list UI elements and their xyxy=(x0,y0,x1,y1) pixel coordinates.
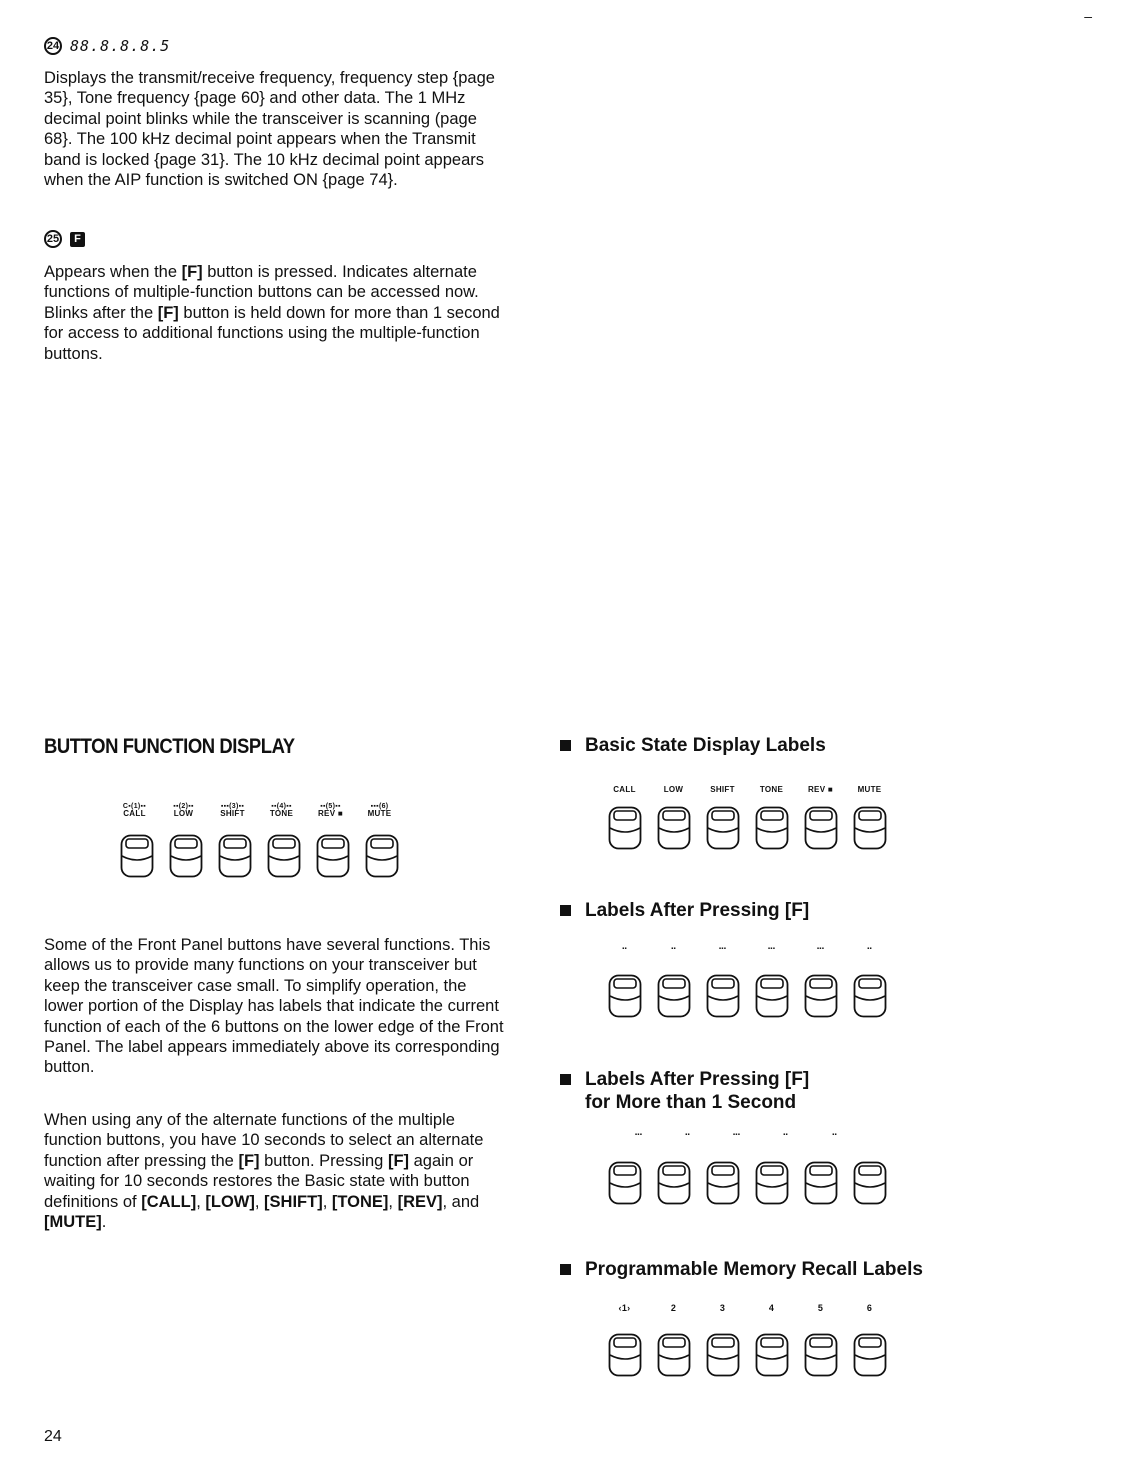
button-function-title: BUTTON FUNCTION DISPLAY xyxy=(44,735,295,758)
after-f-long-heading xyxy=(560,1068,809,1114)
pm-recall-title: Programmable Memory Recall Labels xyxy=(585,1259,923,1280)
pm-recall-label: 5 xyxy=(817,1303,824,1313)
after-f-label: ▪▪ xyxy=(867,946,872,952)
button-icon xyxy=(365,834,399,878)
key-f: [F] xyxy=(181,263,203,281)
button-icon xyxy=(804,1333,838,1377)
pm-recall-heading xyxy=(560,1258,923,1281)
button-icon xyxy=(755,1161,789,1205)
after-f-label: ▪▪ xyxy=(671,946,676,952)
button-icon xyxy=(608,806,642,850)
after-f-long-title xyxy=(585,1068,809,1114)
small-top-label: ▪▪▪(6) xyxy=(370,803,389,810)
key-call: [CALL] xyxy=(141,1192,197,1211)
text-part: button is held down for more than 1 second for access to additional functions using the multiple-function buttons. xyxy=(44,303,500,363)
after-f-title: Labels After Pressing [F] xyxy=(585,900,810,921)
after-f-label: ▪▪▪ xyxy=(767,946,776,952)
button-icon xyxy=(706,1161,740,1205)
section-25-number: 25 xyxy=(44,230,62,248)
after-f-long-label: ▪▪ xyxy=(783,1132,788,1138)
button-icon xyxy=(706,974,740,1018)
text-part: , and xyxy=(442,1192,480,1211)
pm-recall-label: 4 xyxy=(768,1303,775,1313)
section-25-heading xyxy=(44,230,85,248)
basic-label: SHIFT xyxy=(710,785,735,794)
bullet-square-icon xyxy=(560,1074,571,1085)
button-icon xyxy=(804,1161,838,1205)
key-f: [F] xyxy=(387,1151,410,1170)
pm-recall-label-row xyxy=(600,1303,894,1313)
button-icon xyxy=(706,1333,740,1377)
button-icon xyxy=(853,1333,887,1377)
basic-label-row xyxy=(600,785,894,794)
after-f-long-button-row xyxy=(608,1161,887,1205)
corner-mark: – xyxy=(1084,8,1092,24)
small-top-label: ▪▪▪(3)▪▪ xyxy=(220,803,245,810)
section-24-text: Displays the transmit/receive frequency, frequency step {page 35}, Tone frequency {page 60} and other data. The 1 MHz decimal point blinks while the transceiver is scanning (page 68}. The 100 kHz decimal point appears when the Transmit band is locked {page 31}. The 10 kHz decimal point appears when the AIP function is switched ON {page 74}. xyxy=(44,69,495,190)
button-icon xyxy=(853,806,887,850)
after-f-long-label xyxy=(859,1132,908,1138)
button-icon xyxy=(608,974,642,1018)
small-bottom-label: TONE xyxy=(269,809,294,818)
small-top-label: ▪▪(5)▪▪ xyxy=(320,803,341,810)
key-rev: [REV] xyxy=(397,1192,443,1211)
small-top-label: ▪▪(2)▪▪ xyxy=(173,803,194,810)
text-part: button is pressed. Indicates alternate functions of multiple-function buttons can be accessed now. Blinks after the xyxy=(44,263,479,322)
pm-recall-label: ‹1› xyxy=(618,1303,631,1313)
pm-recall-button-row xyxy=(608,1333,887,1377)
button-icon xyxy=(657,974,691,1018)
after-f-label: ▪▪▪ xyxy=(718,946,727,952)
small-top-label: C▪(1)▪▪ xyxy=(122,803,147,810)
text-part: , xyxy=(196,1192,206,1211)
section-25-text xyxy=(44,262,509,364)
after-f-label: ▪▪▪ xyxy=(816,946,825,952)
key-shift: [SHIFT] xyxy=(264,1192,323,1211)
after-f-long-label: ▪▪▪ xyxy=(634,1132,643,1138)
text-part: Appears when the xyxy=(44,263,182,281)
button-icon xyxy=(755,806,789,850)
key-low: [LOW] xyxy=(205,1192,255,1211)
small-bottom-label: LOW xyxy=(173,809,194,818)
diagram-button-row xyxy=(120,834,399,878)
text-part: , xyxy=(322,1192,332,1211)
page-number: 24 xyxy=(44,1428,62,1445)
basic-state-heading xyxy=(560,734,826,757)
after-f-long-title-line2: for More than 1 Second xyxy=(585,1092,797,1113)
key-f: [F] xyxy=(238,1151,260,1170)
basic-label: TONE xyxy=(759,785,784,794)
lcd-digits-display: 88.8.8.8.5 xyxy=(70,37,171,55)
bullet-square-icon xyxy=(560,740,571,751)
button-icon xyxy=(218,834,252,878)
after-f-long-label-row xyxy=(614,1132,908,1138)
section-24-number: 24 xyxy=(44,37,62,55)
basic-label: REV ■ xyxy=(807,785,833,794)
button-function-paragraph-1: Some of the Front Panel buttons have several functions. This allows us to provide many functions on your transceiver but keep the transceiver case small. To simplify operation, the lower portion of the Display has labels that indicate the current function of each of the 6 buttons on the lower edge of the Front Panel. The label appears immediately above its corresponding button. xyxy=(44,936,504,1077)
key-f: [F] xyxy=(157,303,179,322)
small-label-diagram xyxy=(110,803,404,818)
small-bottom-label: MUTE xyxy=(367,809,392,818)
after-f-button-row xyxy=(608,974,887,1018)
text-part: , xyxy=(388,1192,398,1211)
after-f-heading xyxy=(560,899,809,922)
pm-recall-label: 3 xyxy=(719,1303,726,1313)
bullet-square-icon xyxy=(560,905,571,916)
text-part: . xyxy=(101,1213,107,1232)
section-24-heading xyxy=(44,37,170,55)
button-icon xyxy=(853,974,887,1018)
pm-recall-label: 6 xyxy=(866,1303,873,1313)
button-icon xyxy=(755,1333,789,1377)
button-icon xyxy=(169,834,203,878)
basic-label: CALL xyxy=(613,785,636,794)
text-part: When using any of the alternate functions of the multiple function buttons, you have 10 seconds to select an alternate function after pressing the xyxy=(44,1111,484,1170)
basic-label: LOW xyxy=(663,785,684,794)
button-icon xyxy=(706,806,740,850)
after-f-long-label: ▪▪▪ xyxy=(732,1132,741,1138)
button-icon xyxy=(804,974,838,1018)
basic-state-title: Basic State Display Labels xyxy=(585,735,826,756)
pm-recall-label: 2 xyxy=(670,1303,677,1313)
text-part: , xyxy=(254,1192,265,1211)
button-icon xyxy=(657,1333,691,1377)
after-f-long-title-line1: Labels After Pressing [F] xyxy=(585,1069,810,1090)
button-icon xyxy=(804,806,838,850)
after-f-label: ▪▪ xyxy=(622,946,627,952)
f-indicator-icon: F xyxy=(70,232,85,247)
small-bottom-label: CALL xyxy=(123,809,146,818)
button-icon xyxy=(120,834,154,878)
button-icon xyxy=(316,834,350,878)
small-label-bottom-row xyxy=(110,809,404,818)
text-part: again or waiting for 10 seconds restores the Basic state with button definitions of xyxy=(44,1151,474,1211)
key-mute: [MUTE] xyxy=(44,1213,102,1232)
text-part: button. Pressing xyxy=(259,1151,388,1170)
after-f-long-label: ▪▪ xyxy=(685,1132,690,1138)
button-icon xyxy=(755,974,789,1018)
bullet-square-icon xyxy=(560,1264,571,1275)
button-icon xyxy=(657,806,691,850)
small-bottom-label: REV ■ xyxy=(317,809,343,818)
button-icon xyxy=(608,1333,642,1377)
after-f-label-row xyxy=(600,946,894,952)
button-icon xyxy=(853,1161,887,1205)
after-f-long-label: ▪▪ xyxy=(832,1132,837,1138)
button-icon xyxy=(608,1161,642,1205)
basic-label: MUTE xyxy=(857,785,882,794)
small-top-label: ▪▪(4)▪▪ xyxy=(271,803,292,810)
button-function-paragraph-2 xyxy=(44,1110,509,1232)
key-tone: [TONE] xyxy=(331,1192,389,1211)
button-icon xyxy=(657,1161,691,1205)
basic-button-row xyxy=(608,806,887,850)
small-bottom-label: SHIFT xyxy=(220,809,245,818)
button-icon xyxy=(267,834,301,878)
